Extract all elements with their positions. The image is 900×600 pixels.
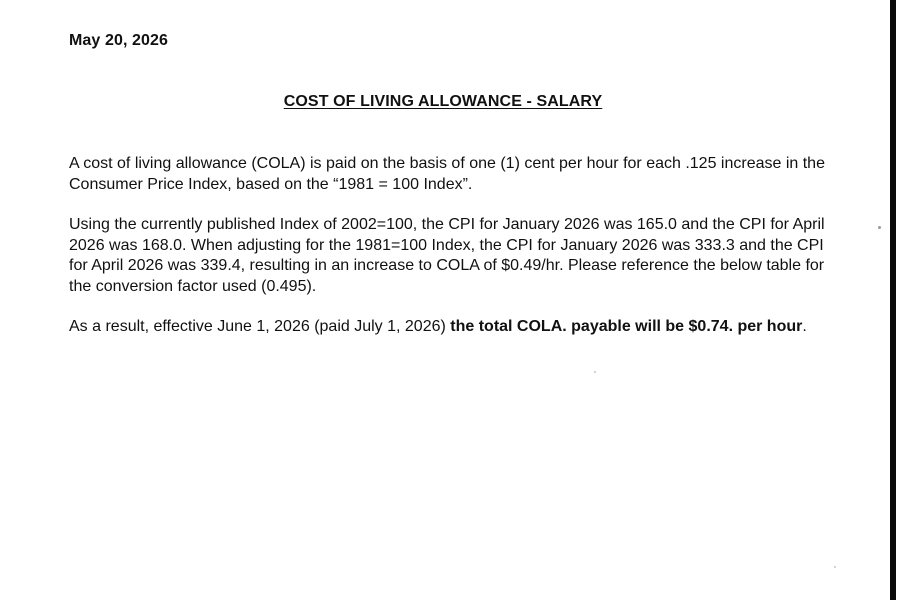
paragraph-result-tail: . (802, 318, 807, 335)
paragraph-cpi-details: Using the currently published Index of 2002=100, the CPI for January 2026 was 165.0 and the CPI for April 2026 was 168.0. When adjusting for the 1981=100 Index, the CPI for January 2026 was 333.3 and the CPI for April 2026 was 339.4, resulting in an increase to COLA of $0.49/hr. Please reference the below table for the conversion factor used (0.495). (69, 216, 825, 295)
scan-speck (878, 226, 881, 229)
scan-speck (834, 566, 836, 568)
paragraph-result-lead: As a result, effective June 1, 2026 (paid July 1, 2026) (69, 318, 451, 335)
paragraph-cola-basis: A cost of living allowance (COLA) is paid on the basis of one (1) cent per hour for each .125 increase in the Consumer Price Index, based on the “1981 = 100 Index”. (69, 155, 825, 193)
scan-speck (594, 371, 596, 373)
document-date: May 20, 2026 (69, 32, 169, 49)
paragraph-result (69, 317, 829, 338)
paragraph-result-bold: the total COLA. payable will be $0.74. per hour (450, 318, 803, 335)
document-title: COST OF LIVING ALLOWANCE - SALARY (283, 93, 603, 110)
scan-edge-border (890, 0, 896, 600)
